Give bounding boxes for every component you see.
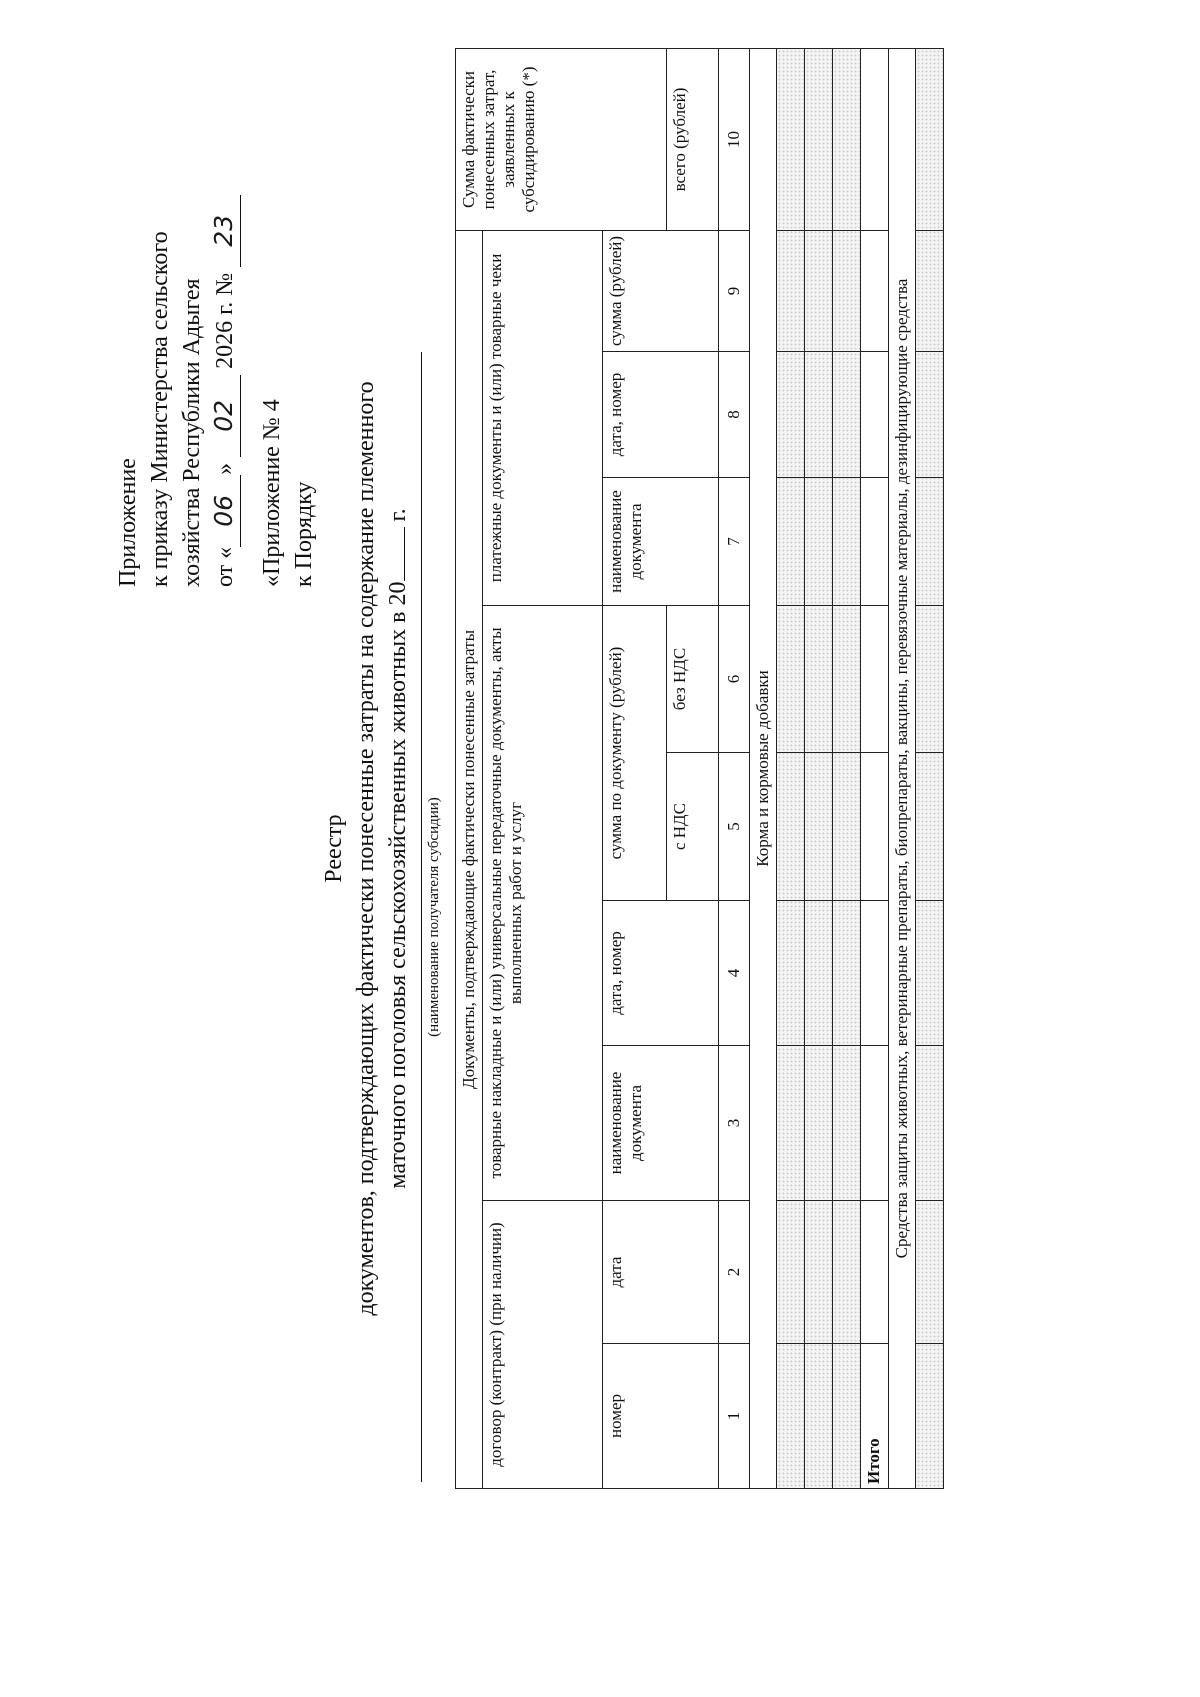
column-number: 7	[719, 478, 750, 606]
table-cell	[777, 753, 805, 901]
handwritten-number: 23	[208, 195, 241, 267]
table-cell	[805, 606, 833, 753]
table-cell	[833, 1046, 861, 1201]
order-ref-line1: «Приложение № 4	[259, 399, 285, 587]
document-title	[318, 0, 414, 1697]
table-cell	[777, 478, 805, 606]
year-blank	[404, 527, 405, 581]
recipient-underline	[421, 352, 422, 1482]
section-row-protection	[889, 48, 916, 1488]
col-payment-date-number: дата, номер	[603, 352, 719, 478]
table-cell	[777, 1046, 805, 1201]
table-cell	[861, 1046, 889, 1201]
table-cell	[833, 1201, 861, 1344]
table-cell	[805, 478, 833, 606]
total-label: Итого	[861, 1344, 889, 1489]
table-cell	[861, 352, 889, 478]
title-line3	[382, 0, 414, 1697]
date-quote-close: »	[212, 462, 238, 475]
header-invoices: товарные накладные и (или) универсальные передаточные документы, акты выполненных работ и услуг	[483, 606, 603, 1201]
column-number: 2	[719, 1201, 750, 1344]
column-number-row	[719, 48, 750, 1488]
column-number: 3	[719, 1046, 750, 1201]
table-cell	[916, 753, 944, 901]
appendix-title: Приложение	[115, 458, 141, 587]
table-cell	[777, 230, 805, 351]
table-cell	[805, 901, 833, 1046]
table-cell	[777, 1201, 805, 1344]
total-row	[861, 48, 889, 1488]
column-number: 1	[719, 1344, 750, 1489]
appendix-ministry-line: хозяйства Республики Адыгея	[179, 278, 205, 587]
table-row	[777, 48, 805, 1488]
col-invoice-name: наименование документа	[603, 1046, 719, 1201]
table-cell	[833, 230, 861, 351]
table-cell	[833, 606, 861, 753]
table-cell	[805, 352, 833, 478]
column-number: 9	[719, 230, 750, 351]
table-cell	[861, 1201, 889, 1344]
appendix-date-line	[208, 195, 241, 587]
table-cell	[861, 230, 889, 351]
recipient-caption: (наименование получателя субсидии)	[426, 797, 442, 1037]
table-cell	[916, 230, 944, 351]
table-cell	[916, 1046, 944, 1201]
table-cell	[916, 48, 944, 230]
table-cell	[805, 230, 833, 351]
section-row-feed	[750, 48, 777, 1488]
col-with-vat: с НДС	[667, 753, 719, 901]
header-payments: платежные документы и (или) товарные чеки	[483, 230, 603, 605]
table-row	[833, 48, 861, 1488]
table-cell	[805, 1046, 833, 1201]
table-cell	[833, 753, 861, 901]
col-contract-number: номер	[603, 1344, 719, 1489]
header-row-1	[456, 48, 483, 1488]
column-number: 5	[719, 753, 750, 901]
header-row-3	[603, 48, 667, 1488]
order-reference	[256, 399, 320, 587]
register-table	[455, 48, 944, 1489]
section-protection: Средства защиты животных, ветеринарные препараты, биопрепараты, вакцины, перевязочные материалы, дезинфицирующие средства	[889, 48, 916, 1488]
table-cell	[805, 1344, 833, 1489]
table-cell	[805, 48, 833, 230]
col-invoice-sum: сумма по документу (рублей)	[603, 606, 667, 901]
title-heading: Реестр	[321, 814, 347, 883]
column-number: 6	[719, 606, 750, 753]
table-row	[916, 48, 944, 1488]
column-number: 8	[719, 352, 750, 478]
date-prefix: от «	[212, 546, 238, 587]
header-sum-total: Сумма фактически понесенных затрат, заявленных к субсидированию (*)	[456, 48, 667, 230]
table-cell	[833, 1344, 861, 1489]
table-cell	[833, 478, 861, 606]
title-line3-suffix: г.	[385, 508, 411, 522]
table-cell	[916, 478, 944, 606]
table-cell	[861, 48, 889, 230]
appendix-order-line: к приказу Министерства сельского	[147, 231, 173, 587]
table-cell	[916, 1201, 944, 1344]
table-cell	[833, 901, 861, 1046]
col-without-vat: без НДС	[667, 606, 719, 753]
table-cell	[833, 352, 861, 478]
table-cell	[777, 1344, 805, 1489]
table-cell	[777, 48, 805, 230]
table-cell	[777, 901, 805, 1046]
table-cell	[916, 1344, 944, 1489]
col-contract-date: дата	[603, 1201, 719, 1344]
handwritten-day: 06	[208, 475, 241, 547]
header-documents: Документы, подтверждающие фактически понесенные затраты	[456, 230, 483, 1488]
col-payment-sum: сумма (рублей)	[603, 230, 719, 351]
table-row	[805, 48, 833, 1488]
col-total: всего (рублей)	[667, 48, 719, 230]
appendix-block	[112, 195, 241, 587]
header-contract: договор (контракт) (при наличии)	[483, 1201, 603, 1489]
table-cell	[777, 352, 805, 478]
title-line2: документов, подтверждающих фактически понесенные затраты на содержание племенного	[353, 381, 379, 1316]
table-cell	[805, 753, 833, 901]
column-number: 4	[719, 901, 750, 1046]
table-cell	[861, 753, 889, 901]
table-cell	[833, 48, 861, 230]
table-cell	[777, 606, 805, 753]
table-cell	[916, 901, 944, 1046]
col-invoice-date-number: дата, номер	[603, 901, 719, 1046]
table-cell	[861, 606, 889, 753]
order-ref-line2: к Порядку	[291, 481, 317, 587]
section-feed: Корма и кормовые добавки	[750, 48, 777, 1488]
handwritten-month: 02	[208, 375, 241, 457]
table-cell	[861, 901, 889, 1046]
date-year-text: 2026 г. №	[212, 272, 238, 369]
table-cell	[916, 352, 944, 478]
table-cell	[916, 606, 944, 753]
column-number: 10	[719, 48, 750, 230]
col-payment-name: наименование документа	[603, 478, 719, 606]
table-cell	[805, 1201, 833, 1344]
header-row-2	[483, 48, 603, 1488]
table-cell	[861, 478, 889, 606]
title-line3-prefix: маточного поголовья сельскохозяйственных животных в 20	[385, 581, 411, 1189]
